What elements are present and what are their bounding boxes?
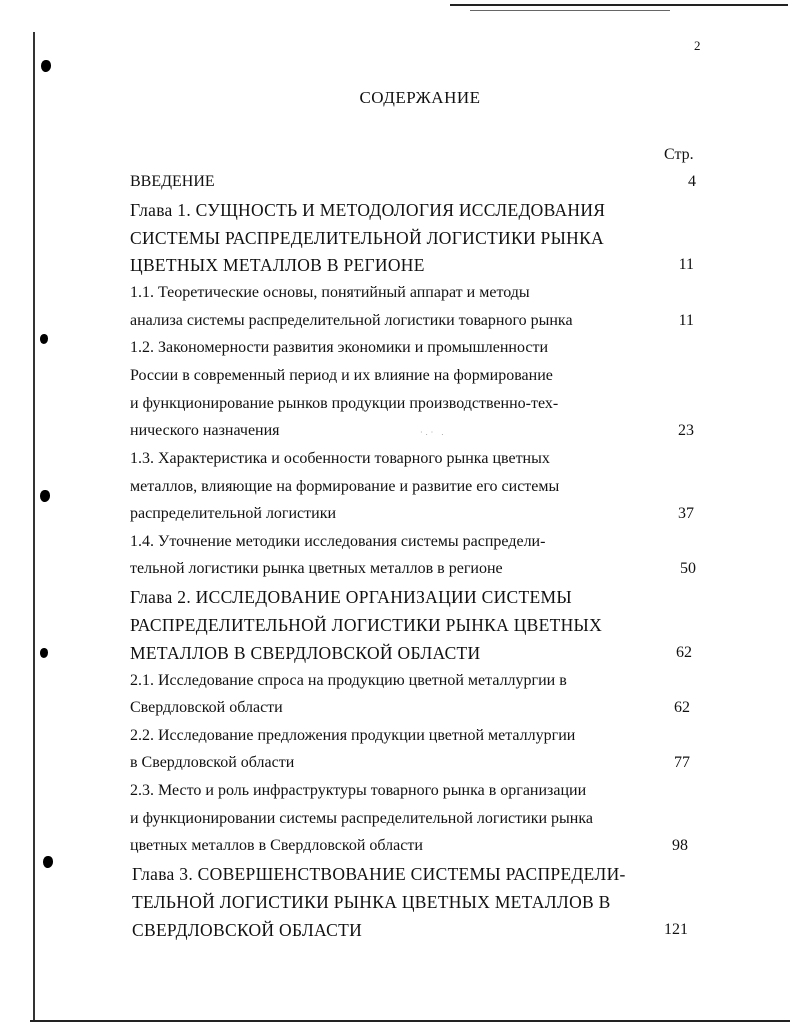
binder-hole-mark: [40, 334, 48, 344]
toc-line: 1.1. Теоретические основы, понятийный аппарат и методы: [130, 284, 530, 301]
toc-line: в Свердловской области: [130, 754, 295, 771]
toc-line: Глава 2. ИССЛЕДОВАНИЕ ОРГАНИЗАЦИИ СИСТЕМЫ: [130, 587, 572, 607]
scan-smudge: ·.· .: [420, 428, 447, 437]
toc-line: Свердловской области: [130, 699, 283, 716]
toc-line: России в современный период и их влияние на формирование: [130, 367, 553, 384]
toc-line: металлов, влияющие на формирование и развитие его системы: [130, 478, 560, 495]
toc-line: 2.1. Исследование спроса на продукцию цветной металлургии в: [130, 672, 567, 689]
toc-line: и функционирование рынков продукции производственно-тех-: [130, 395, 559, 412]
toc-page-number: 11: [678, 312, 694, 329]
toc-line: СИСТЕМЫ РАСПРЕДЕЛИТЕЛЬНОЙ ЛОГИСТИКИ РЫНКА: [130, 228, 604, 248]
toc-line: анализа системы распределительной логистики товарного рынка: [130, 312, 573, 329]
scan-border-top: [450, 4, 788, 6]
toc-line: ВВЕДЕНИЕ: [130, 173, 215, 190]
binder-hole-mark: [41, 60, 51, 72]
toc-line: нического назначения: [130, 422, 280, 439]
toc-line: цветных металлов в Свердловской области: [130, 837, 423, 854]
binder-hole-mark: [43, 856, 53, 868]
toc-page-number: 98: [672, 837, 688, 854]
binder-hole-mark: [40, 648, 48, 658]
toc-page-number: 77: [674, 754, 690, 771]
scan-border-left: [33, 32, 35, 1022]
toc-line: Глава 3. СОВЕРШЕНСТВОВАНИЕ СИСТЕМЫ РАСПРЕДЕЛИ-: [132, 864, 626, 884]
binder-hole-mark: [40, 490, 50, 502]
scan-border-bottom: [30, 1020, 790, 1022]
toc-line: и функционировании системы распределительной логистики рынка: [130, 810, 593, 827]
toc-page-number: 4: [688, 173, 696, 190]
toc-page-number: 37: [678, 505, 694, 522]
toc-line: 1.3. Характеристика и особенности товарного рынка цветных: [130, 450, 550, 467]
toc-line: 2.3. Место и роль инфраструктуры товарного рынка в организации: [130, 782, 587, 799]
page-column-header: Стр.: [664, 146, 694, 163]
toc-line: Глава 1. СУЩНОСТЬ И МЕТОДОЛОГИЯ ИССЛЕДОВАНИЯ: [130, 200, 606, 220]
toc-page-number: 11: [678, 256, 694, 273]
toc-page-number: 62: [674, 699, 690, 716]
scan-border-top-thin: [470, 10, 670, 11]
toc-line: МЕТАЛЛОВ В СВЕРДЛОВСКОЙ ОБЛАСТИ: [130, 643, 481, 663]
toc-page-number: 121: [664, 921, 688, 938]
toc-line: ЦВЕТНЫХ МЕТАЛЛОВ В РЕГИОНЕ: [130, 255, 425, 275]
toc-line: 1.2. Закономерности развития экономики и промышленности: [130, 339, 549, 356]
toc-line: 1.4. Уточнение методики исследования системы распредели-: [130, 533, 546, 550]
toc-line: тельной логистики рынка цветных металлов в регионе: [130, 560, 503, 577]
toc-line: СВЕРДЛОВСКОЙ ОБЛАСТИ: [132, 920, 363, 940]
toc-line: 2.2. Исследование предложения продукции цветной металлургии: [130, 727, 576, 744]
toc-line: РАСПРЕДЕЛИТЕЛЬНОЙ ЛОГИСТИКИ РЫНКА ЦВЕТНЫХ: [130, 615, 603, 635]
toc-line: распределительной логистики: [130, 505, 337, 522]
page-number: 2: [694, 38, 701, 53]
toc-page-number: 62: [676, 644, 692, 661]
toc-page-number: 23: [678, 422, 694, 439]
toc-page-number: 50: [680, 560, 696, 577]
toc-line: ТЕЛЬНОЙ ЛОГИСТИКИ РЫНКА ЦВЕТНЫХ МЕТАЛЛОВ В: [132, 892, 611, 912]
page-title: СОДЕРЖАНИЕ: [359, 88, 481, 107]
